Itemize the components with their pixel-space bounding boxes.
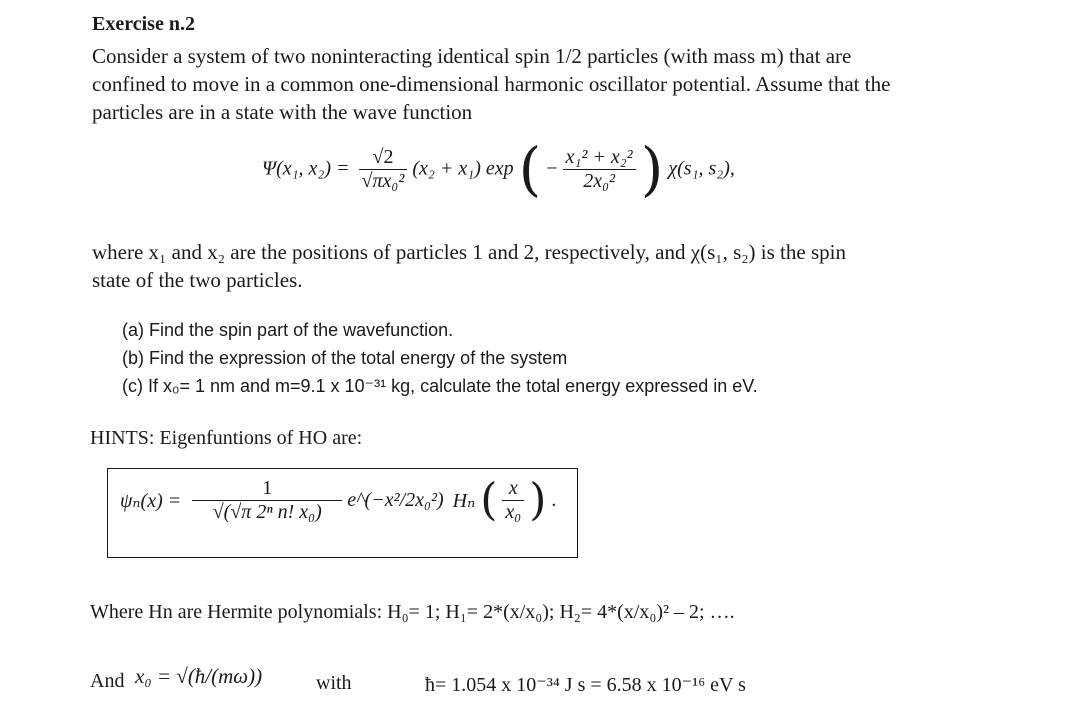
hbar-value: ħ= 1.054 x 10⁻³⁴ J s = 6.58 x 10⁻¹⁶ eV s	[425, 674, 746, 696]
norm-numerator: √2	[372, 145, 394, 168]
exp-numerator: x₁² + x₂²	[565, 145, 633, 168]
minus-sign: −	[546, 157, 558, 180]
norm-fraction	[359, 146, 408, 193]
part-c: (c) If x₀= 1 nm and m=9.1 x 10⁻³¹ kg, calculate the total energy expressed in eV.	[122, 376, 758, 396]
after-line-1: where x₁ and x₂ are the positions of particles 1 and 2, respectively, and χ(s₁, s₂) is the spin	[92, 240, 846, 264]
wavefunction-lhs: Ψ(x₁, x₂) =	[262, 157, 350, 180]
linear-factor: (x₂ + x₁) exp	[412, 157, 514, 180]
with-label: with	[316, 672, 352, 694]
ho-gaussian: e^(−x²/2x₀²)	[347, 489, 444, 511]
ho-denominator: √(√π 2ⁿ n! x₀)	[192, 500, 342, 524]
ho-formula	[120, 474, 557, 526]
ho-eigenfunction-box	[107, 468, 578, 558]
exercise-title: Exercise n.2	[92, 13, 195, 35]
hints-heading: HINTS: Eigenfuntions of HO are:	[90, 427, 363, 449]
after-line-2: state of the two particles.	[92, 268, 303, 292]
ho-hermite: Hₙ	[452, 490, 476, 512]
hermite-line: Where Hn are Hermite polynomials: H₀= 1; H₁= 2*(x/x₀); H₂= 4*(x/x₀)² – 2; ….	[90, 601, 735, 623]
ho-arg-denominator: x₀	[502, 500, 524, 524]
norm-denominator: √πx₀²	[359, 169, 408, 193]
ho-lhs: ψₙ(x) =	[120, 490, 182, 512]
exp-denominator: 2x₀²	[563, 169, 636, 193]
ho-numerator: 1	[262, 477, 273, 499]
left-paren: (	[518, 135, 542, 203]
ho-period: .	[551, 489, 557, 511]
spin-factor: χ(s₁, s₂),	[668, 157, 735, 180]
part-a: (a) Find the spin part of the wavefunction.	[122, 320, 454, 340]
ho-arg-numerator: x	[508, 477, 518, 499]
ho-arg-fraction	[502, 477, 524, 524]
right-paren: )	[640, 135, 664, 203]
ho-left-paren: (	[480, 474, 498, 526]
ho-right-paren: )	[529, 474, 547, 526]
intro-line-3: particles are in a state with the wave function	[92, 100, 473, 124]
and-label: And	[90, 670, 125, 692]
x0-definition: x₀ = √(ħ/(mω))	[135, 664, 263, 688]
ho-fraction	[192, 477, 342, 524]
intro-line-1: Consider a system of two noninteracting identical spin 1/2 particles (with mass m) that are	[92, 44, 852, 68]
wavefunction-equation	[262, 135, 735, 203]
part-b: (b) Find the expression of the total energy of the system	[122, 348, 568, 368]
exp-fraction	[563, 146, 636, 193]
intro-line-2: confined to move in a common one-dimensional harmonic oscillator potential. Assume that the	[92, 72, 891, 96]
